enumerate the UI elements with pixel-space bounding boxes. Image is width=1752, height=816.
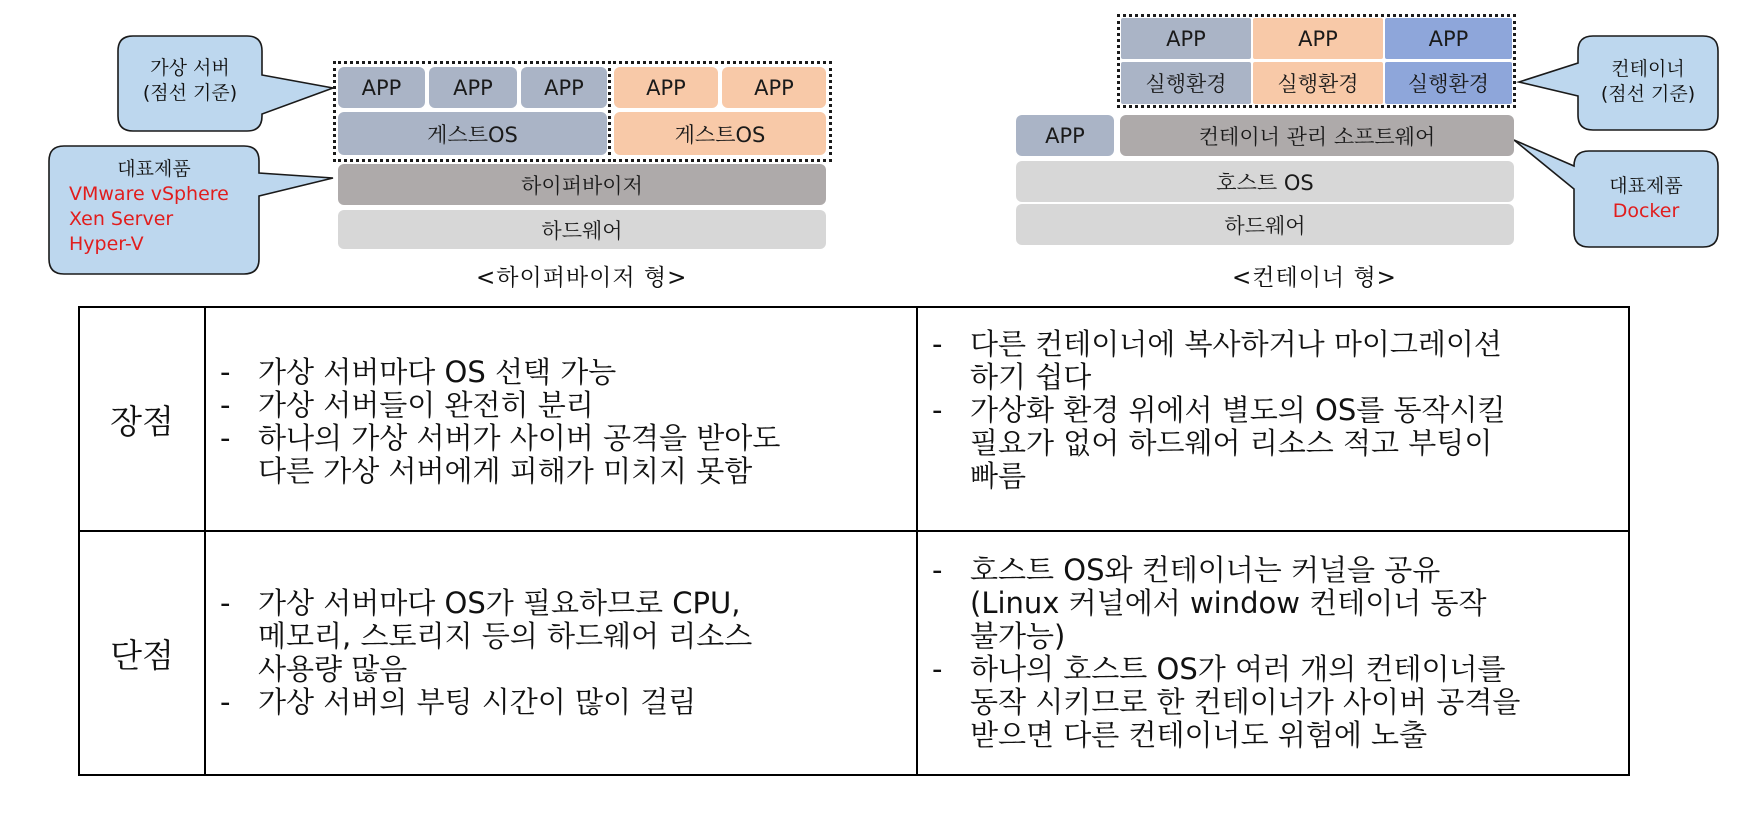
list-item: - 호스트 OS와 컨테이너는 커널을 공유	[932, 553, 1441, 587]
row-header-pros: 장점	[79, 307, 205, 531]
list-item-continuation: 사용량 많음	[258, 652, 408, 686]
hypervisor-caption: <하이퍼바이저 형>	[476, 265, 688, 291]
callout-virtual-server-text	[118, 56, 262, 106]
container-caption: <컨테이너 형>	[1232, 265, 1397, 291]
list-item-continuation: 다른 가상 서버에게 피해가 미치지 못함	[258, 454, 753, 488]
hypervisor-layer: 하이퍼바이저	[338, 164, 826, 205]
list-item-continuation: 하기 쉽다	[970, 360, 1092, 394]
app-box: APP	[722, 67, 826, 108]
container-cons-cell	[917, 531, 1629, 775]
list-item: - 다른 컨테이너에 복사하거나 마이그레이션	[932, 327, 1502, 361]
hardware-layer: 하드웨어	[338, 210, 826, 249]
product-name: VMware vSphere	[69, 183, 229, 205]
list-item: - 하나의 호스트 OS가 여러 개의 컨테이너를	[932, 652, 1506, 686]
callout-line: (점선 기준)	[142, 82, 238, 104]
callout-container-products-text	[1574, 174, 1718, 224]
app-box: APP	[1385, 18, 1512, 59]
list-item: - 가상 서버의 부팅 시간이 많이 걸림	[220, 685, 697, 719]
comparison-table	[78, 306, 1630, 776]
host-app-box: APP	[1016, 115, 1114, 156]
list-item-continuation: 받으면 다른 컨테이너도 위험에 노출	[970, 718, 1428, 752]
app-box: APP	[338, 67, 425, 108]
list-item: - 가상 서버마다 OS 선택 가능	[220, 355, 617, 389]
bullet-list	[206, 356, 916, 488]
list-item: - 가상 서버들이 완전히 분리	[220, 388, 594, 422]
bullet-list	[918, 554, 1628, 752]
runtime-box: 실행환경	[1121, 62, 1251, 104]
app-box: APP	[1253, 18, 1383, 59]
runtime-box: 실행환경	[1253, 62, 1383, 104]
container-pros-cell	[917, 307, 1629, 531]
hypervisor-cons-cell	[205, 531, 917, 775]
callout-hypervisor-products-text	[49, 157, 259, 257]
product-name: Hyper-V	[69, 233, 144, 255]
host-os-layer: 호스트 OS	[1016, 161, 1514, 202]
product-name: Xen Server	[69, 208, 174, 230]
products-title: 대표제품	[117, 158, 191, 180]
products-title: 대표제품	[1609, 175, 1683, 197]
list-item-continuation: (Linux 커널에서 window 컨테이너 동작	[970, 586, 1487, 620]
bullet-list	[918, 328, 1628, 493]
guest-os-box: 게스트OS	[338, 112, 607, 155]
hardware-layer: 하드웨어	[1016, 204, 1514, 245]
bullet-list	[206, 587, 916, 719]
table-row	[79, 307, 1629, 531]
callout-container-text	[1578, 57, 1718, 107]
list-item: - 가상화 환경 위에서 별도의 OS를 동작시킬	[932, 393, 1506, 427]
product-name: Docker	[1612, 200, 1680, 222]
list-item: - 가상 서버마다 OS가 필요하므로 CPU,	[220, 586, 741, 620]
callout-line: 가상 서버	[150, 57, 230, 79]
guest-os-box: 게스트OS	[614, 112, 826, 155]
callout-line: 컨테이너	[1611, 58, 1685, 80]
app-box: APP	[521, 67, 607, 108]
list-item-continuation: 빠름	[970, 459, 1027, 493]
callout-line: (점선 기준)	[1600, 83, 1696, 105]
hypervisor-pros-cell	[205, 307, 917, 531]
runtime-box: 실행환경	[1385, 62, 1512, 104]
list-item-continuation: 메모리, 스토리지 등의 하드웨어 리소스	[258, 619, 753, 653]
container-manager-layer: 컨테이너 관리 소프트웨어	[1120, 115, 1514, 156]
app-box: APP	[1121, 18, 1251, 59]
app-box: APP	[429, 67, 517, 108]
list-item: - 하나의 가상 서버가 사이버 공격을 받아도	[220, 421, 781, 455]
list-item-continuation: 동작 시키므로 한 컨테이너가 사이버 공격을	[970, 685, 1521, 719]
app-box: APP	[614, 67, 718, 108]
list-item-continuation: 불가능)	[970, 619, 1066, 653]
row-header-cons: 단점	[79, 531, 205, 775]
table-row	[79, 531, 1629, 775]
list-item-continuation: 필요가 없어 하드웨어 리소스 적고 부팅이	[970, 426, 1493, 460]
